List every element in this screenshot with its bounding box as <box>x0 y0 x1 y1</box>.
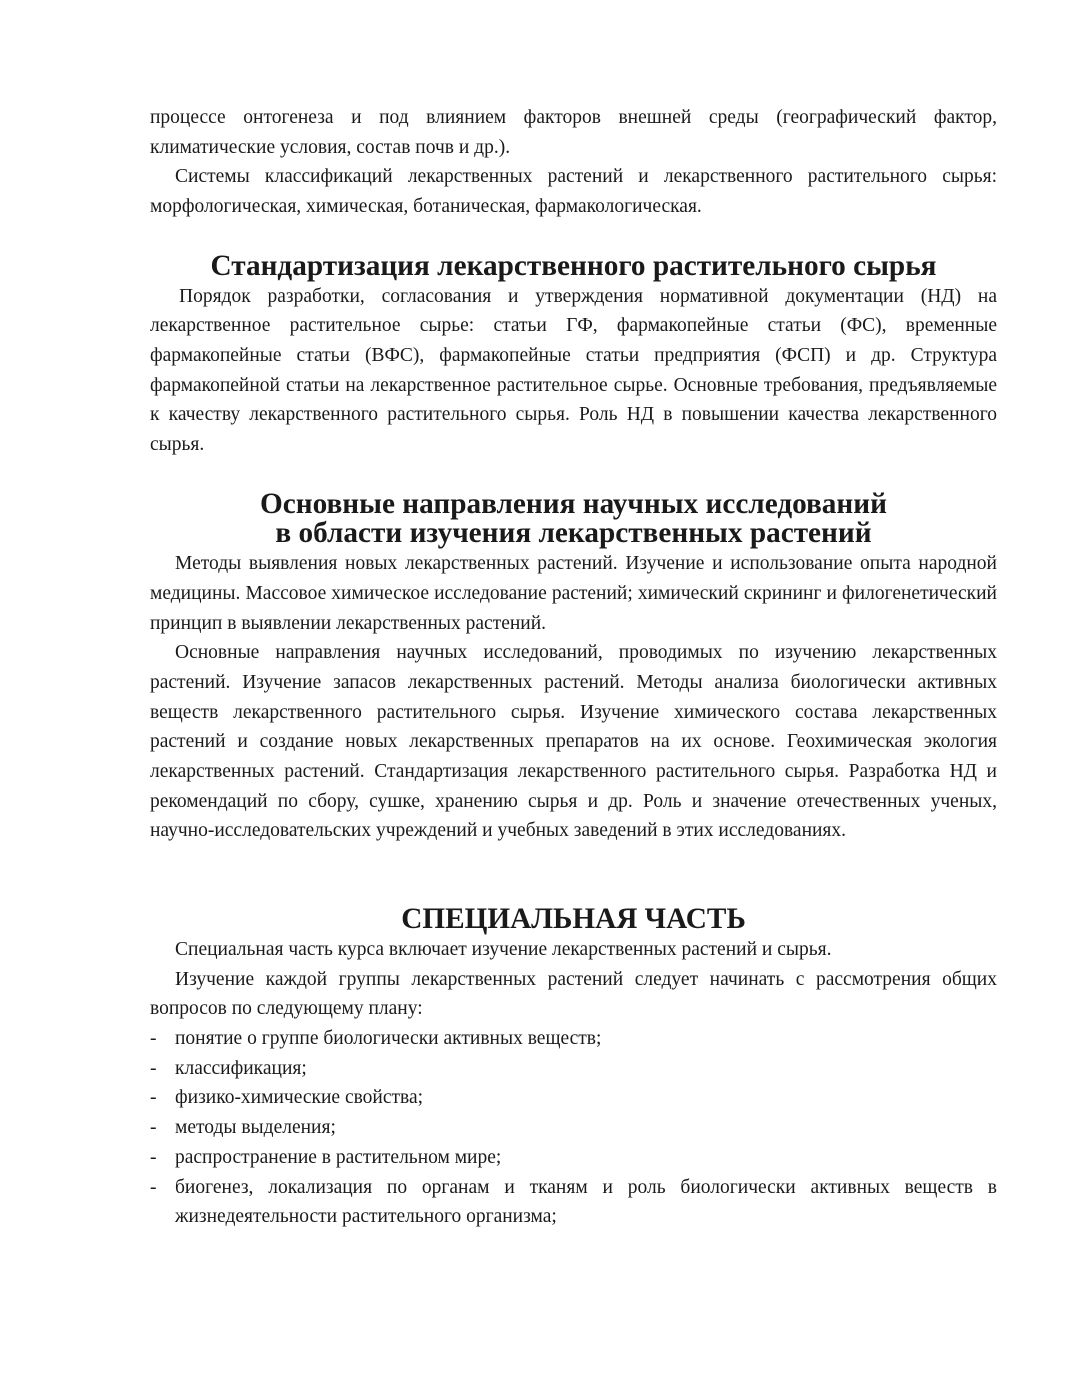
list-item-text: биогенез, локализация по органам и тканям и роль биологически активных веществ в жизнедеятельности растительного организма; <box>175 1176 997 1228</box>
research-paragraph-2: Основные направления научных исследований, проводимых по изучению лекарственных растений. Изучение запасов лекарственных растений. Методы анализа биологически активных веществ лекарственного растительного сырья. Изучение химического состава лекарственных растений и создание новых лекарственных препаратов на их основе. Геохимическая экология лекарственных растений. Стандартизация лекарственного растительного сырья. Разработка НД и рекомендаций по сбору, сушке, хранению сырья и др. Роль и значение отечественных ученых, научно-исследовательских учреждений и учебных заведений в этих исследованиях. <box>150 642 997 842</box>
list-item-text: понятие о группе биологически активных веществ; <box>175 1027 602 1049</box>
standardization-heading: Стандартизация лекарственного растительного сырья <box>210 249 937 282</box>
section-spacer <box>150 460 997 490</box>
list-item <box>150 1173 997 1232</box>
research-heading-line-1: Основные направления научных исследований <box>260 487 887 520</box>
document-page <box>150 103 997 1232</box>
intro-paragraph-1: процессе онтогенеза и под влиянием факторов внешней среды (географический фактор, климатические условия, состав почв и др.). <box>150 107 997 158</box>
special-paragraph-2: Изучение каждой группы лекарственных растений следует начинать с рассмотрения общих вопросов по следующему плану: <box>150 968 997 1020</box>
list-item <box>150 1083 997 1113</box>
list-item-text: распространение в растительном мире; <box>175 1146 502 1168</box>
list-item-text: классификация; <box>175 1057 307 1079</box>
list-marker: - <box>150 1146 157 1168</box>
list-item-text: физико-химические свойства; <box>175 1087 424 1109</box>
list-marker: - <box>150 1057 157 1079</box>
list-marker: - <box>150 1117 157 1139</box>
special-part-heading: СПЕЦИАЛЬНАЯ ЧАСТЬ <box>401 903 746 936</box>
list-marker: - <box>150 1027 157 1049</box>
special-paragraph-1: Специальная часть курса включает изучение лекарственных растений и сырья. <box>175 938 832 960</box>
intro-paragraph-2: Системы классификаций лекарственных растений и лекарственного растительного сырья: морфологическая, химическая, ботаническая, фармакологическая. <box>150 166 997 218</box>
research-heading-line-2: в области изучения лекарственных растений <box>275 517 872 550</box>
section-spacer <box>150 846 997 905</box>
research-paragraph-1: Методы выявления новых лекарственных растений. Изучение и использование опыта народной медицины. Массовое химическое исследование растений; химический скрининг и филогенетический принцип в выявлении лекарственных растений. <box>150 553 997 634</box>
list-item <box>150 1113 997 1143</box>
list-item-text: методы выделения; <box>175 1117 336 1139</box>
plan-list <box>150 1024 997 1232</box>
list-item <box>150 1054 997 1084</box>
section-spacer <box>150 222 997 252</box>
list-marker: - <box>150 1087 157 1109</box>
list-marker: - <box>150 1176 157 1198</box>
list-item <box>150 1143 997 1173</box>
list-item <box>150 1024 997 1054</box>
standardization-paragraph: Порядок разработки, согласования и утверждения нормативной документации (НД) на лекарственное растительное сырье: статьи ГФ, фармакопейные статьи (ФС), временные фармакопейные статьи (ВФС), фармакопейные статьи предприятия (ФСП) и др. Структура фармакопейной статьи на лекарственное растительное сырье. Основные требования, предъявляемые к качеству лекарственного растительного сырья. Роль НД в повышении качества лекарственного сырья. <box>150 285 997 456</box>
